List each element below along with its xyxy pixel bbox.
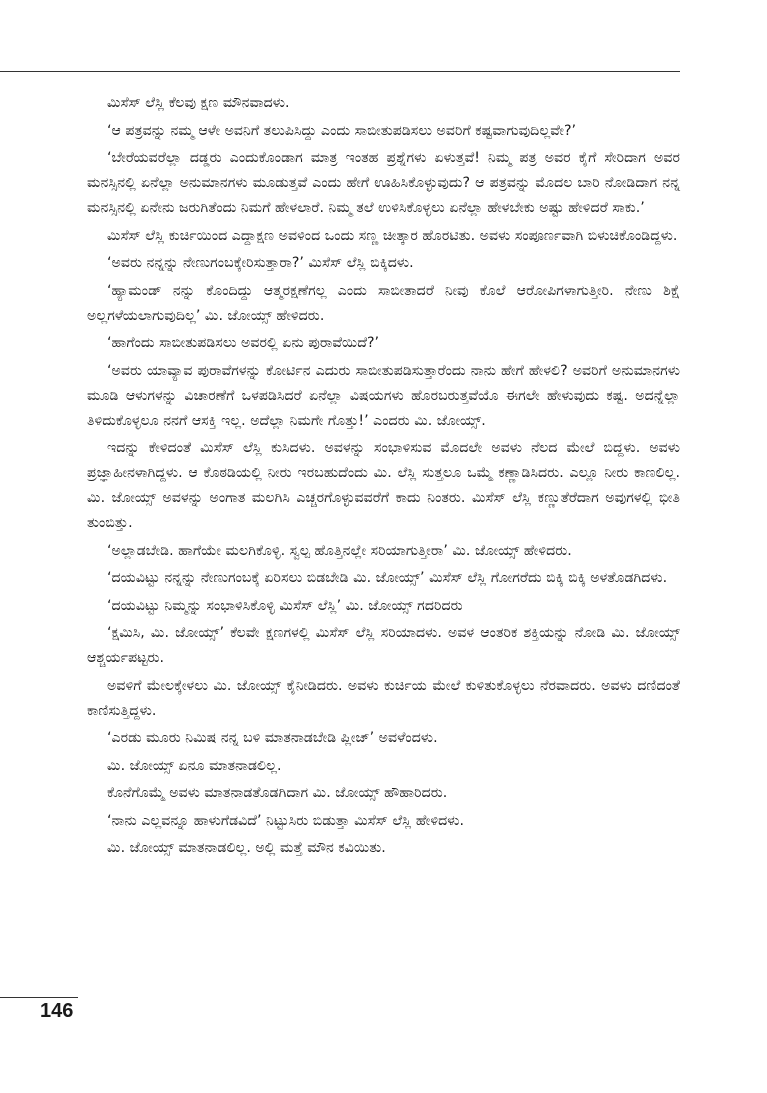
paragraph-3: ‘ಬೇರೆಯವರೆಲ್ಲಾ ದಡ್ಡರು ಎಂದುಕೊಂಡಾಗ ಮಾತ್ರ ಇಂತಹ ಪ್ರಶ್ನೆಗಳು ಏಳುತ್ತವೆ! ನಿಮ್ಮ ಪತ್ರ ಅವರ ಕೈಗೆ ಸೇರಿದಾಗ ಅವರ ಮನಸ್ಸಿನಲ್ಲಿ ಏನೆಲ್ಲಾ ಅನುಮಾನಗಳು ಮೂಡುತ್ತವೆ ಎಂದು ಹೇಗೆ ಊಹಿಸಿಕೊಳ್ಳುವುದು? ಆ ಪತ್ರವನ್ನು ಮೊದಲ ಬಾರಿ ನೋಡಿದಾಗ ನನ್ನ ಮನಸ್ಸಿನಲ್ಲಿ ಏನೇನು ಜರುಗಿತೆಂದು ನಿಮಗೆ ಹೇಳಲಾರೆ. ನಿಮ್ಮ ತಲೆ ಉಳಿಸಿಕೊಳ್ಳಲು ಏನೆಲ್ಲಾ ಹೇಳಬೇಕು ಅಷ್ಟು ಹೇಳಿದರೆ ಸಾಕು.’ xyxy=(87,150,680,216)
paragraph-13: ‘ಕ್ಷಮಿಸಿ, ಮಿ. ಜೋಯ್ಸ್’ ಕೆಲವೇ ಕ್ಷಣಗಳಲ್ಲಿ ಮಿಸೆಸ್ ಲೆಸ್ಲಿ ಸರಿಯಾದಳು. ಅವಳ ಆಂತರಿಕ ಶಕ್ತಿಯನ್ನು ನೋಡಿ ಮಿ. ಜೋಯ್ಸ್ ಆಶ್ಚರ್ಯಪಟ್ಟರು. xyxy=(87,625,680,666)
paragraph-7: ‘ಹಾಗೆಂದು ಸಾಬೀತುಪಡಿಸಲು ಅವರಲ್ಲಿ ಏನು ಪುರಾವೆಯಿದೆ?’ xyxy=(107,335,380,351)
footer-rule xyxy=(0,997,78,998)
body-text xyxy=(87,91,680,864)
paragraph-5: ‘ಅವರು ನನ್ನನ್ನು ನೇಣುಗಂಬಕ್ಕೇರಿಸುತ್ತಾರಾ?’ ಮಿಸೆಸ್ ಲೆಸ್ಲಿ ಬಿಕ್ಕಿದಳು. xyxy=(107,255,414,271)
paragraph-10: ‘ಅಲ್ಲಾಡಬೇಡಿ. ಹಾಗೆಯೇ ಮಲಗಿಕೊಳ್ಳಿ. ಸ್ವಲ್ಪ ಹೊತ್ತಿನಲ್ಲೇ ಸರಿಯಾಗುತ್ತೀರಾ’ ಮಿ. ಜೋಯ್ಸ್ ಹೇಳಿದರು. xyxy=(107,542,572,559)
paragraph-8: ‘ಅವರು ಯಾವ್ಯಾವ ಪುರಾವೆಗಳನ್ನು ಕೋರ್ಟಿನ ಎದುರು ಸಾಬೀತುಪಡಿಸುತ್ತಾರೆಂದು ನಾನು ಹೇಗೆ ಹೇಳಲಿ? ಅವರಿಗೆ ಅನುಮಾನಗಳು ಮೂಡಿ ಆಳುಗಳನ್ನು ವಿಚಾರಣೆಗೆ ಒಳಪಡಿಸಿದರೆ ಏನೆಲ್ಲಾ ವಿಷಯಗಳು ಹೊರಬರುತ್ತವೆಯೊ ಈಗಲೇ ಹೇಳುವುದು ಕಷ್ಟ. ಅದನ್ನೆಲ್ಲಾ ತಿಳಿದುಕೊಳ್ಳಲೂ ನನಗೆ ಆಸಕ್ತಿ ಇಲ್ಲ. ಅದೆಲ್ಲಾ ನಿಮಗೇ ಗೊತ್ತು!’ ಎಂದರು ಮಿ. ಜೋಯ್ಸ್. xyxy=(87,362,680,429)
page-number: 146 xyxy=(40,1000,74,1022)
paragraph-1: ಮಿಸೆಸ್ ಲೆಸ್ಲಿ ಕೆಲವು ಕ್ಷಣ ಮೌನವಾದಳು. xyxy=(107,95,290,111)
paragraph-16: ಮಿ. ಜೋಯ್ಸ್ ಏನೂ ಮಾತನಾಡಲಿಲ್ಲ. xyxy=(107,757,282,774)
paragraph-15: ‘ಎರಡು ಮೂರು ನಿಮಿಷ ನನ್ನ ಬಳಿ ಮಾತನಾಡಬೇಡಿ ಪ್ಲೀಜ್’ ಅವಳೆಂದಳು. xyxy=(107,730,438,746)
paragraph-14: ಅವಳಿಗೆ ಮೇಲಕ್ಕೇಳಲು ಮಿ. ಜೋಯ್ಸ್ ಕೈನೀಡಿದರು. ಅವಳು ಕುರ್ಚಿಯ ಮೇಲೆ ಕುಳಿತುಕೊಳ್ಳಲು ನೆರವಾದರು. ಅವಳು ದಣಿದಂತೆ ಕಾಣಿಸುತ್ತಿದ್ದಳು. xyxy=(87,677,680,719)
paragraph-11: ‘ದಯವಿಟ್ಟು ನನ್ನನ್ನು ನೇಣುಗಂಬಕ್ಕೆ ಏರಿಸಲು ಬಿಡಬೇಡಿ ಮಿ. ಜೋಯ್ಸ್’ ಮಿಸೆಸ್ ಲೆಸ್ಲಿ ಗೋಗರೆದು ಬಿಕ್ಕಿ ಬಿಕ್ಕಿ ಅಳತೊಡಗಿದಳು. xyxy=(107,570,668,586)
paragraph-17: ಕೊನೆಗೊಮ್ಮೆ ಅವಳು ಮಾತನಾಡತೊಡಗಿದಾಗ ಮಿ. ಜೋಯ್ಸ್ ಹೌಹಾರಿದರು. xyxy=(107,785,448,801)
paragraph-9: ಇದನ್ನು ಕೇಳಿದಂತೆ ಮಿಸೆಸ್ ಲೆಸ್ಲಿ ಕುಸಿದಳು. ಅವಳನ್ನು ಸಂಭಾಳಿಸುವ ಮೊದಲೇ ಅವಳು ನೆಲದ ಮೇಲೆ ಬಿದ್ದಳು. ಅವಳು ಪ್ರಜ್ಞಾಹೀನಳಾಗಿದ್ದಳು. ಆ ಕೊಠಡಿಯಲ್ಲಿ ನೀರು ಇರಬಹುದೆಂದು ಮಿ. ಲೆಸ್ಲಿ ಸುತ್ತಲೂ ಒಮ್ಮೆ ಕಣ್ಣಾಡಿಸಿದರು. ಎಲ್ಲೂ ನೀರು ಕಾಣಲಿಲ್ಲ. ಮಿ. ಜೋಯ್ಸ್ ಅವಳನ್ನು ಅಂಗಾತ ಮಲಗಿಸಿ ಎಚ್ಚರಗೊಳ್ಳುವವರೆಗೆ ಕಾದು ನಿಂತರು. ಮಿಸೆಸ್ ಲೆಸ್ಲಿ ಕಣ್ಣುತೆರೆದಾಗ ಅವುಗಳಲ್ಲಿ ಭೀತಿ ತುಂಬಿತ್ತು. xyxy=(87,440,680,531)
paragraph-18: ‘ನಾನು ಎಲ್ಲವನ್ನೂ ಹಾಳುಗೆಡವಿದೆ’ ನಿಟ್ಟುಸಿರು ಬಿಡುತ್ತಾ ಮಿಸೆಸ್ ಲೆಸ್ಲಿ ಹೇಳಿದಳು. xyxy=(107,812,464,829)
paragraph-4: ಮಿಸೆಸ್ ಲೆಸ್ಲಿ ಕುರ್ಚಿಯಿಂದ ಎದ್ದಾಕ್ಷಣ ಅವಳಿಂದ ಒಂದು ಸಣ್ಣ ಚೀತ್ಕಾರ ಹೊರಟಿತು. ಅವಳು ಸಂಪೂರ್ಣವಾಗಿ ಬಿಳುಚಿಕೊಂಡಿದ್ದಳು. xyxy=(107,227,678,244)
paragraph-6: ‘ಹ್ಯಾಮಂಡ್ ನನ್ನು ಕೊಂದಿದ್ದು ಆತ್ಮರಕ್ಷಣೆಗಲ್ಲ ಎಂದು ಸಾಬೀತಾದರೆ ನೀವು ಕೊಲೆ ಆರೋಪಿಗಳಾಗುತ್ತೀರಿ. ನೇಣು ಶಿಕ್ಷೆ ಅಲ್ಲಗಳೆಯಲಾಗುವುದಿಲ್ಲ’ ಮಿ. ಜೋಯ್ಸ್ ಹೇಳಿದರು. xyxy=(87,282,680,324)
paragraph-12: ‘ದಯವಿಟ್ಟು ನಿಮ್ಮನ್ನು ಸಂಭಾಳಿಸಿಕೊಳ್ಳಿ ಮಿಸೆಸ್ ಲೆಸ್ಲಿ’ ಮಿ. ಜೋಯ್ಸ್ ಗದರಿದರು xyxy=(107,597,463,614)
paragraph-2: ‘ಆ ಪತ್ರವನ್ನು ನಮ್ಮ ಆಳೇ ಅವನಿಗೆ ತಲುಪಿಸಿದ್ದು ಎಂದು ಸಾಬೀತುಪಡಿಸಲು ಅವರಿಗೆ ಕಷ್ಟವಾಗುವುದಿಲ್ಲವೇ?’ xyxy=(107,122,577,139)
paragraph-19: ಮಿ. ಜೋಯ್ಸ್ ಮಾತನಾಡಲಿಲ್ಲ. ಅಲ್ಲಿ ಮತ್ತೆ ಮೌನ ಕವಿಯಿತು. xyxy=(107,840,386,856)
header-rule xyxy=(0,71,680,72)
